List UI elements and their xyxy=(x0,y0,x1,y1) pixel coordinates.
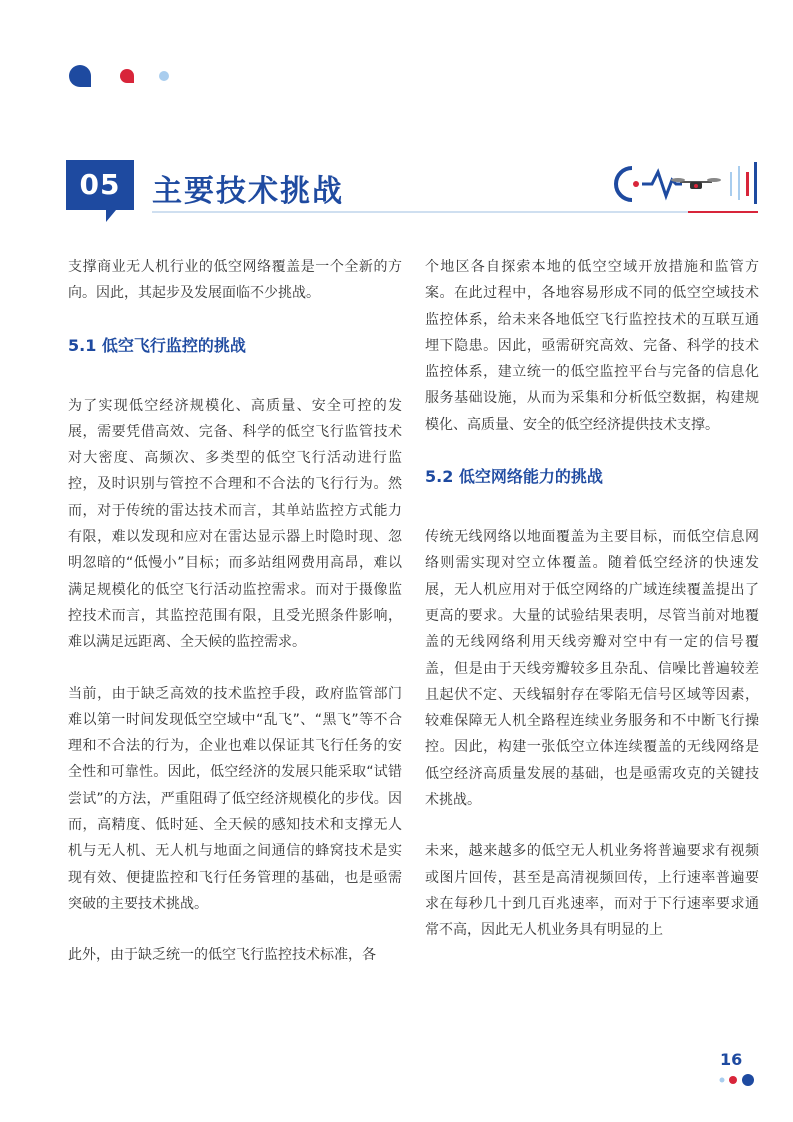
paragraph: 未来，越来越多的低空无人机业务将普遍要求有视频或图片回传，甚至是高清视频回传，上行速率普遍要求在每秒几十到几百兆速率，而对于下行速率要求通常不高，因此无人机业务具有明显的上 xyxy=(425,843,759,939)
section-number: 05 xyxy=(66,160,134,210)
paragraph: 传统无线网络以地面覆盖为主要目标，而低空信息网络则需实现对空立体覆盖。随着低空经济的快速发展，无人机应用对于低空网络的广域连续覆盖提出了更高的要求。大量的试验结果表明，尽管当前对地覆盖的无线网络利用天线旁瓣对空中有一定的信号覆盖，但是由于天线旁瓣较多且杂乱、信噪比普遍较差且起伏不定、天线辐射存在零陷无信号区域等因素，较难保障无人机全路程连续业务服务和不中断飞行操控。因此，构建一张低空立体连续覆盖的无线网络是低空经济高质量发展的基础，也是亟需攻克的关键技术挑战。 xyxy=(425,529,759,809)
speech-tail-icon xyxy=(102,208,132,224)
paragraph: 为了实现低空经济规模化、高质量、安全可控的发展，需要凭借高效、完备、科学的低空飞行监管技术对大密度、高频次、多类型的低空飞行活动进行监控，及时识别与管控不合理和不合法的飞行行为。然而，对于传统的雷达技术而言，其单站监控方式能力有限，难以发现和应对在雷达显示器上时隐时现、忽明忽暗的“低慢小”目标；而多站组网费用高昂，难以满足规模化的低空飞行活动监控需求。而对于摄像监控技术而言，其监控范围有限，且受光照条件影响，难以满足远距离、全天候的监控需求。 xyxy=(68,397,402,651)
intro-paragraph: 支撑商业无人机行业的低空网络覆盖是一个全新的方向。因此，其起步及发展面临不少挑战。 xyxy=(68,259,402,302)
subsection-heading-5-2: 5.2 低空网络能力的挑战 xyxy=(425,467,603,487)
header-divider xyxy=(152,211,756,213)
footer-dots xyxy=(718,1073,758,1087)
section-header xyxy=(66,160,758,228)
left-column xyxy=(68,254,402,994)
paragraph: 当前，由于缺乏高效的技术监控手段，政府监管部门难以第一时间发现低空空域中“乱飞”、“黑飞”等不合理和不合法的行为，企业也难以保证其飞行任务的安全性和可靠性。因此，低空经济的发展只能采取“试错尝试”的方法，严重阻碍了低空经济规模化的步伐。因而，高精度、低时延、全天候的感知技术和支撑无人机与无人机、无人机与地面之间通信的蜂窝技术是实现有效、便捷监控和飞行任务管理的基础，也是亟需突破的主要技术挑战。 xyxy=(68,685,402,912)
drone-network-logo-icon xyxy=(612,160,758,206)
red-drop-icon xyxy=(120,69,134,83)
light-blue-dot-icon xyxy=(720,1078,725,1083)
header-divider-accent xyxy=(688,211,758,213)
section-title: 主要技术挑战 xyxy=(152,174,344,209)
decorative-dots xyxy=(68,64,178,90)
paragraph: 此外，由于缺乏统一的低空飞行监控技术标准，各 xyxy=(68,947,376,964)
light-blue-dot-icon xyxy=(159,71,169,81)
red-dot-icon xyxy=(729,1076,737,1084)
large-blue-drop-icon xyxy=(69,65,91,87)
paragraph: 个地区各自探索本地的低空空域开放措施和监管方案。在此过程中，各地容易形成不同的低空空域技术监控体系，给未来各地低空飞行监控技术的互联互通埋下隐患。因此，亟需研究高效、完备、科学的技术监控体系，建立统一的低空监控平台与完备的信息化服务基础设施，从而为采集和分析低空数据，构建规模化、高质量、安全的低空经济提供技术支撑。 xyxy=(425,259,759,433)
right-column xyxy=(425,254,759,969)
subsection-heading-5-1: 5.1 低空飞行监控的挑战 xyxy=(68,335,246,355)
page-number: 16 xyxy=(720,1050,743,1069)
blue-dot-icon xyxy=(742,1074,754,1086)
